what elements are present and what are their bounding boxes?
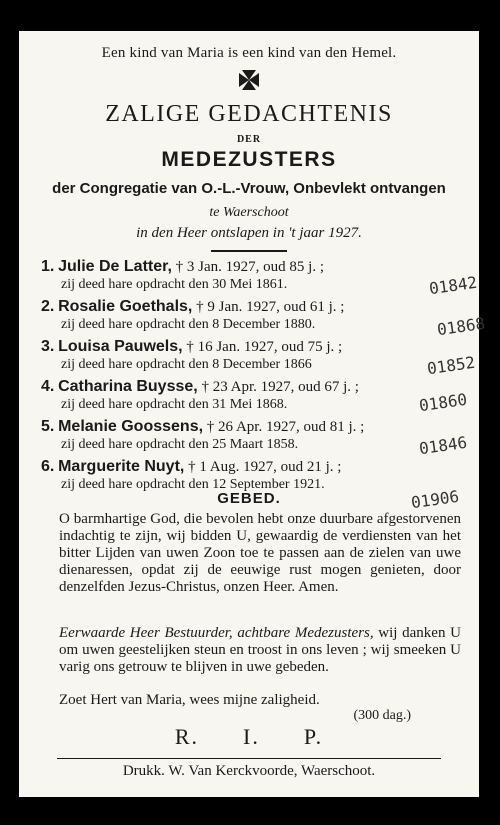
printer-credit: Drukk. W. Van Kerckvoorde, Waerschoot. <box>122 763 376 779</box>
thanks-rest: wij danken U om uwen geestelijken steun en troost in ons leven ; wij smeeken U varig ons getrouw te blijven in uwe gebeden. <box>59 625 461 675</box>
list-item <box>41 458 466 493</box>
cross-icon <box>19 69 479 96</box>
list-item <box>41 418 466 453</box>
prayer-heading: GEBED. <box>217 490 281 507</box>
handwritten-number: 01906 <box>409 486 461 513</box>
profession-info: zij deed hare opdracht den 30 Mei 1861. <box>61 277 288 292</box>
prayer-text: O barmhartige God, die bevolen hebt onze duurbare afgestorvenen indachtig te zijn, wij bidden U, gewaardig de verdiensten van het bitter Lijden van uwen Zoon toe te passen aan de zielen van uwe dienaressen, opdat zij de eeuwige rust mogen genieten, door denzelfden Jezus-Christus, onzen Heer. Amen. <box>59 511 461 595</box>
death-info: † 3 Jan. 1927, oud 85 j. ; <box>175 259 325 275</box>
address-italic: Eerwaarde Heer Bestuurder, achtbare Medezusters, <box>59 625 374 641</box>
divider <box>211 250 287 252</box>
thanks-text <box>59 625 461 676</box>
list-item <box>41 298 466 333</box>
death-info: † 16 Jan. 1927, oud 75 j. ; <box>186 339 343 355</box>
card-subject: MEDEZUSTERS <box>161 148 337 171</box>
death-info: † 9 Jan. 1927, oud 61 j. ; <box>196 299 345 315</box>
handwritten-number: 01868 <box>435 313 487 340</box>
entry-number: 3. <box>41 338 55 355</box>
handwritten-number: 01852 <box>425 352 477 379</box>
ejaculation: Zoet Hert van Maria, wees mijne zaligheid. <box>59 692 320 708</box>
rip-letter: I. <box>243 724 260 749</box>
profession-info: zij deed hare opdracht den 25 Maart 1858. <box>61 437 299 452</box>
footer-divider <box>57 758 441 759</box>
list-item <box>41 338 466 373</box>
motto: Een kind van Maria is een kind van den Hemel. <box>101 45 397 61</box>
death-info: † 1 Aug. 1927, oud 21 j. ; <box>188 459 342 475</box>
sister-name: Marguerite Nuyt, <box>58 458 185 475</box>
death-info: † 23 Apr. 1927, oud 67 j. ; <box>201 379 359 395</box>
sister-name: Louisa Pauwels, <box>58 338 183 355</box>
list-item <box>41 258 466 293</box>
sister-name: Julie De Latter, <box>58 258 172 275</box>
profession-info: zij deed hare opdracht den 8 December 1866 <box>61 357 312 372</box>
list-item <box>41 378 466 413</box>
entry-number: 6. <box>41 458 55 475</box>
indulgence: (300 dag.) <box>353 708 411 723</box>
entry-number: 1. <box>41 258 55 275</box>
sister-name: Melanie Goossens, <box>58 418 204 435</box>
rip-line <box>19 724 479 750</box>
title-der: DER <box>236 134 262 145</box>
profession-info: zij deed hare opdracht den 31 Mei 1868. <box>61 397 288 412</box>
handwritten-number: 01860 <box>417 389 469 416</box>
card-title: ZALIGE GEDACHTENIS <box>105 101 393 127</box>
death-year-line: in den Heer ontslapen in 't jaar 1927. <box>136 225 362 241</box>
sister-name: Rosalie Goethals, <box>58 298 193 315</box>
entry-number: 5. <box>41 418 55 435</box>
rip-letter: R. <box>174 724 200 749</box>
entry-number: 2. <box>41 298 55 315</box>
place: te Waerschoot <box>209 205 289 220</box>
death-info: † 26 Apr. 1927, oud 81 j. ; <box>206 419 365 435</box>
memorial-card <box>19 31 487 797</box>
congregation-name: der Congregatie van O.-L.-Vrouw, Onbevlekt ontvangen <box>52 180 446 197</box>
entry-number: 4. <box>41 378 55 395</box>
profession-info: zij deed hare opdracht den 12 September 1921. <box>61 477 325 492</box>
profession-info: zij deed hare opdracht den 8 December 1880. <box>61 317 316 332</box>
handwritten-number: 01846 <box>417 432 469 459</box>
handwritten-number: 01842 <box>427 272 479 299</box>
sister-name: Catharina Buysse, <box>58 378 198 395</box>
sisters-list <box>41 258 469 498</box>
rip-letter: P. <box>303 724 324 749</box>
